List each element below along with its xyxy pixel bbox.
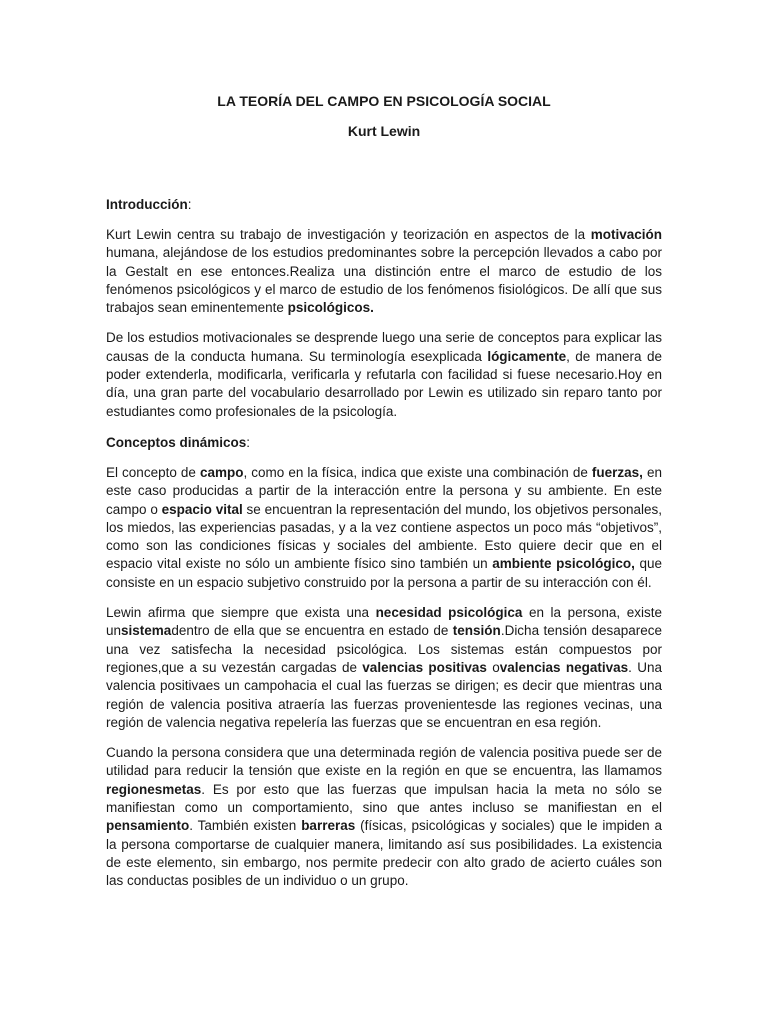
text-run: en la persona, existe un [106, 605, 662, 639]
text-run: (físicas, psicológicas y sociales) que le impiden a la persona comportarse de cualquier manera, limitando así sus posibilidades. La existencia de este elemento, sin embargo, nos permite predecir con alto grado de acierto cuáles son las conductas posibles de un individuo o un grupo. [106, 818, 663, 889]
section-heading-text: Introducción [106, 197, 188, 212]
paragraph [106, 329, 662, 420]
bold-term: lógicamente [487, 348, 567, 364]
text-run: . Es por esto que las fuerzas que impulsan hacia la meta no sólo se manifiestan como un comportamiento, sino que antes incluso se manifiestan en el [106, 781, 662, 816]
document-title: LA TEORÍA DEL CAMPO EN PSICOLOGÍA SOCIAL [217, 93, 551, 109]
bold-term: fuerzas, [591, 464, 643, 480]
bold-term: barreras [301, 818, 356, 834]
document-author: Kurt Lewin [347, 123, 421, 139]
paragraph [106, 464, 662, 592]
paragraph [106, 226, 662, 317]
text-run: o [486, 659, 500, 675]
bold-term: valencias negativas [499, 659, 629, 675]
bold-term: motivación [590, 227, 662, 242]
bold-term: ambiente psicológico, [492, 556, 635, 572]
bold-term: psicológicos. [287, 300, 374, 316]
bold-term: campo [199, 464, 244, 480]
bold-term: valencias positivas [362, 659, 487, 675]
text-run: . También existen [189, 818, 302, 834]
bold-term: tensión [452, 623, 501, 639]
bold-term: regionesmetas [106, 781, 202, 797]
bold-term: espacio vital [161, 501, 243, 517]
section-heading-conceptos-dinamicos: Conceptos dinámicos: [106, 434, 251, 450]
text-run: Kurt Lewin centra su trabajo de investigación y teorización en aspectos de la [106, 227, 591, 242]
text-run: se encuentran la representación del mundo, los objetivos personales, los miedos, las experiencias pasadas, y a la vez contiene aspectos un poco más “objetivos”, como son las condiciones físicas y sociales del ambiente. Esto quiere decir que en el espacio vital existe no sólo un ambiente físico sino también un [106, 501, 662, 572]
section-heading-text: Conceptos dinámicos [106, 434, 247, 450]
paragraph [106, 744, 662, 890]
text-run: De los estudios motivacionales se desprende luego una serie de conceptos para explicar las causas de la conducta humana. Su terminología esexplicada [106, 330, 662, 364]
section-heading-introduccion: Introducción: [106, 197, 192, 212]
bold-term: pensamiento [106, 818, 190, 834]
text-run: en este caso producidas a partir de la interacción entre la persona y su ambiente. En este campo o [106, 464, 662, 517]
text-run: . Una valencia positivaes un campohacia el cual las fuerzas se dirigen; es decir que mientras una región de valencia positiva atraería las fuerzas provenientesde las regiones vecinas, una región de valencia negativa repelería las fuerzas que se encuentran en esa región. [106, 659, 662, 730]
text-run: Cuando la persona considera que una determinada región de valencia positiva puede ser de utilidad para reducir la tensión que existe en la región en que se encuentra, las llamamos [106, 745, 662, 779]
text-run: , como en la física, indica que existe una combinación de [243, 464, 592, 480]
text-run: Lewin afirma que siempre que exista una [106, 605, 376, 621]
text-run: dentro de ella que se encuentra en estado de [171, 623, 453, 639]
bold-term: necesidad psicológica [375, 605, 523, 621]
bold-term: sistema [121, 623, 172, 639]
text-run: que consiste en un espacio subjetivo construido por la persona a partir de su interacción con él. [106, 556, 662, 590]
paragraph [106, 604, 662, 732]
text-run: humana, alejándose de los estudios predominantes sobre la percepción llevados a cabo por la Gestalt en ese entonces.Realiza una distinción entre el marco de estudio de los fenómenos psicológicos y el marco de estudio de los fenómenos fisiológicos. De allí que sus trabajos sean eminentemente [106, 245, 662, 316]
text-run: , de manera de poder extenderla, modificarla, verificarla y refutarla con facilidad si fuese necesario.Hoy en día, una gran parte del vocabulario desarrollado por Lewin es utilizado sin reparo tanto por estudiantes como profesionales de la psicología. [106, 348, 662, 419]
text-run: .Dicha tensión desaparece una vez satisfecha la necesidad psicológica. Los sistemas están compuestos por regiones,que a su vezestán cargadas de [106, 623, 662, 675]
text-run: El concepto de [106, 464, 200, 480]
